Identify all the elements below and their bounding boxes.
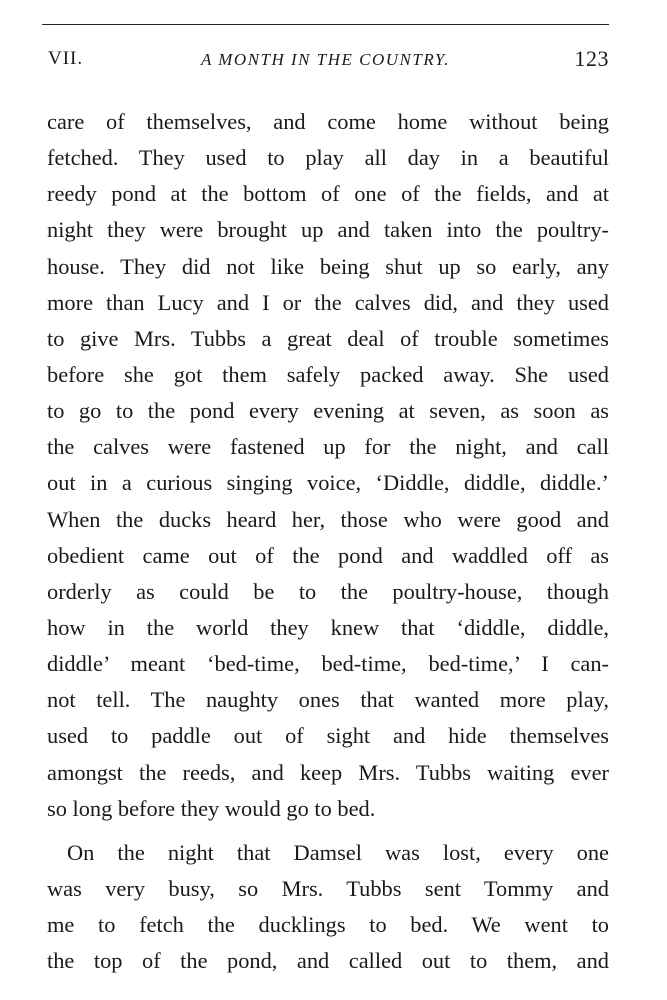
text-line: On the night that Damsel was lost, every one <box>67 839 609 865</box>
text-line: night they were brought up and taken into the poultry- <box>47 217 609 243</box>
paragraph-1 <box>47 104 609 827</box>
text-line: the calves were fastened up for the night, and call <box>47 434 609 460</box>
text-line: care of themselves, and come home without being <box>47 109 609 134</box>
text-line: to go to the pond every evening at seven, as soon as <box>47 398 609 424</box>
page-number: 123 <box>574 46 609 71</box>
text-line: how in the world they knew that ‘diddle, diddle, <box>47 614 609 640</box>
text-line: was very busy, so Mrs. Tubbs sent Tommy and <box>47 875 609 901</box>
body-text <box>47 104 609 979</box>
text-line: fetched. They used to play all day in a beautiful <box>47 145 609 171</box>
text-line: not tell. The naughty ones that wanted more play, <box>47 687 609 713</box>
text-line: obedient came out of the pond and waddled off as <box>47 542 609 568</box>
running-title: A MONTH IN THE COUNTRY. <box>200 50 451 69</box>
text-line: diddle’ meant ‘bed-time, bed-time, bed-time,’ I can- <box>47 651 609 677</box>
text-line: to give Mrs. Tubbs a great deal of trouble sometimes <box>47 325 609 351</box>
chapter-number: VII. <box>48 48 84 69</box>
paragraph-2 <box>47 835 609 980</box>
running-header <box>42 46 609 76</box>
text-line: before she got them safely packed away. She used <box>47 361 609 387</box>
text-line: reedy pond at the bottom of one of the fields, and at <box>47 181 609 207</box>
text-line: When the ducks heard her, those who were good and <box>47 506 609 532</box>
text-line: the top of the pond, and called out to them, and <box>47 948 609 974</box>
text-line: house. They did not like being shut up so early, any <box>47 253 609 279</box>
header-rule <box>42 24 609 25</box>
text-line: me to fetch the ducklings to bed. We went to <box>47 912 609 938</box>
text-line: so long before they would go to bed. <box>47 795 376 821</box>
text-line: more than Lucy and I or the calves did, and they used <box>47 289 609 315</box>
text-line: orderly as could be to the poultry-house, though <box>47 578 609 604</box>
text-line: used to paddle out of sight and hide themselves <box>47 723 609 749</box>
text-line: amongst the reeds, and keep Mrs. Tubbs waiting ever <box>47 759 609 785</box>
text-line: out in a curious singing voice, ‘Diddle, diddle, diddle.’ <box>47 470 609 496</box>
